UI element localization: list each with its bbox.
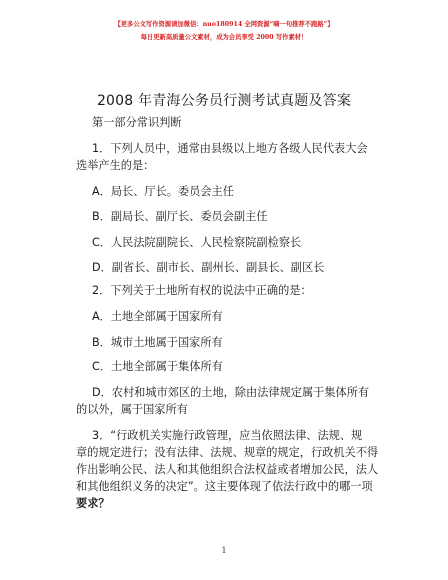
question-1-option-c: C．人民法院副院长、人民检察院副检察长 (92, 236, 302, 249)
question-3-line-5: 要求？ (76, 497, 110, 510)
page-title: 2008 年青海公务员行测考试真题及答案 (96, 93, 352, 109)
question-3-line-4: 和其他组织义务的决定”。这主要体现了依法行政中的哪一项 (76, 480, 373, 493)
page-number: 1 (221, 546, 227, 555)
question-2-option-d-line-1: D．农村和城市郊区的土地，除由法律规定属于集体所有 (92, 386, 370, 399)
question-2-option-c: C．土地全部属于集体所有 (92, 360, 223, 373)
question-3-line-3: 作出影响公民、法人和其他组织合法权益或者增加公民，法人 (76, 463, 379, 476)
section-heading: 第一部分常识判断 (92, 116, 182, 129)
question-3-line-1: 3．“行政机关实施行政管理，应当依照法律、法规、规 (92, 429, 363, 442)
question-1-option-a: A．局长、厅长。委员会主任 (92, 185, 234, 198)
question-2: 2．下列关于土地所有权的说法中正确的是： (92, 284, 312, 297)
question-1-line-2: 选举产生的是： (76, 159, 155, 172)
question-2-option-a: A．土地全部属于国家所有 (92, 310, 223, 323)
question-2-option-d-line-2: 的以外，属于国家所有 (76, 403, 188, 416)
question-2-option-b: B．城市土地属于国家所有 (92, 336, 223, 349)
question-1-option-d: D．副省长、副市长、副州长、副县长、副区长 (92, 261, 325, 274)
question-1-line-1: 1．下列人员中，通常由县级以上地方各级人民代表大会 (92, 142, 368, 155)
promo-banner-line-1: 【更多公文写作资源请加微信：nuo180914 全网资源“嘀一句推荐不跑路”】 (114, 21, 334, 28)
question-1-option-b: B．副局长、副厅长、委员会副主任 (92, 210, 268, 223)
promo-banner-line-2: 每日更新高质量公文素材，成为会员享受 2000 写作素材！ (140, 34, 308, 41)
question-3-line-2: 章的规定进行；没有法律、法规、规章的规定，行政机关不得 (76, 446, 379, 459)
